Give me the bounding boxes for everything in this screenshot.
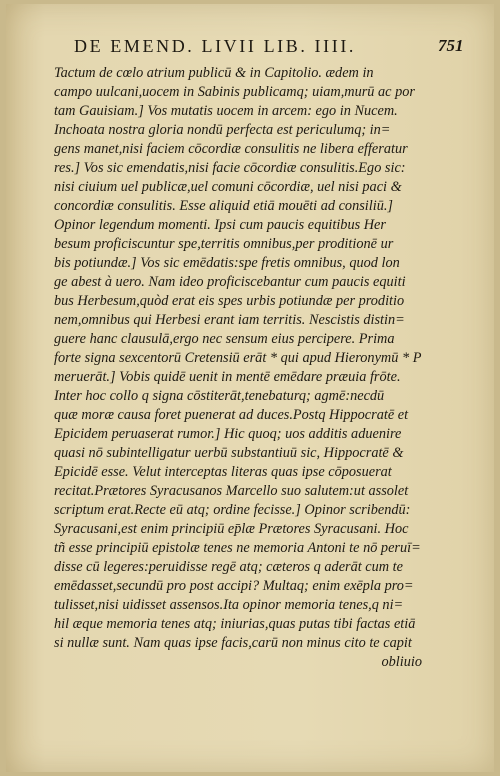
text-line: forte signa sexcentorū Cretensiū erāt * qui apud Hieronymū * P <box>54 350 422 366</box>
text-line: tñ esse principiū epistolæ tenes ne memoria Antoni te nō peruī= <box>54 540 421 556</box>
text-line: disse cū legeres:peruidisse regē atq; cæteros q aderāt cum te <box>54 559 404 575</box>
text-line: gens manet,nisi faciem cōcordiæ consulitis ne libera efferatur <box>54 141 408 157</box>
text-line: scriptum erat.Recte eū atq; ordine fecisse.] Opinor scribendū: <box>54 502 411 518</box>
text-line: besum proficiscuntur spe,territis omnibus,per proditionē ur <box>54 236 394 252</box>
running-head: DE EMEND. LIVII LIB. IIII. <box>74 36 357 56</box>
text-line: bis potiundæ.] Vos sic emēdatis:spe fretis omnibus, quod lon <box>54 255 400 271</box>
text-line: Syracusani,est enim principiū ep̄læ Prætores Syracusani. Hoc <box>54 521 409 537</box>
text-line: quæ moræ causa foret puenerat ad duces.Postq Hippocratē et <box>54 407 409 423</box>
text-line: meruerāt.] Vobis quidē uenit in mentē emēdare præuia frōte. <box>54 369 401 385</box>
text-line: nisi ciuium uel publicæ,uel comuni cōcordiæ, uel nisi paci & <box>54 179 402 195</box>
text-line: emēdasset,secundū pro post accipi? Multaq; enim exēpla pro= <box>54 578 414 594</box>
text-line: nem,omnibus qui Herbesi erant iam territis. Nescistis distin= <box>54 312 405 328</box>
text-line: hil æque memoria tenes atq; iniurias,quas putas tibi factas etiā <box>54 616 416 632</box>
text-line: res.] Vos sic emendatis,nisi facie cōcordiæ consulitis.Ego sic: <box>54 160 406 176</box>
text-line: ge abest à uero. Nam ideo proficiscebantur cum paucis equiti <box>54 274 406 290</box>
text-line: campo uulcani,uocem in Sabinis publicamq; uiam,murū ac por <box>54 84 415 100</box>
text-line: quasi nō subintelligatur uerbū substantiuū sic, Hippocratē & <box>54 445 404 461</box>
text-line: Inchoata nostra gloria nondū perfecta est periculumq; in= <box>54 122 391 138</box>
body-text <box>54 64 468 672</box>
text-line: Inter hoc collo q signa cōstiterāt,tenebaturq; agmē:necdū <box>54 388 385 404</box>
text-line: si nullæ sunt. Nam quas ipse facis,carū non minus cito te capit <box>54 635 412 651</box>
page-number: 751 <box>438 36 464 55</box>
page-header <box>6 36 494 60</box>
catchword: obliuio <box>381 654 422 670</box>
text-line: tulisset,nisi uidisset assensos.Ita opinor memoria tenes,q ni= <box>54 597 404 613</box>
text-line: recitat.Prætores Syracusanos Marcello suo salutem:ut assolet <box>54 483 409 499</box>
text-line: guere hanc clausulā,ergo nec sensum eius percipere. Prima <box>54 331 395 347</box>
text-line: Epicidem peruaserat rumor.] Hic quoq; uos additis aduenire <box>54 426 402 442</box>
text-line: Opinor legendum momenti. Ipsi cum paucis equitibus Her <box>54 217 386 233</box>
book-page <box>6 4 494 772</box>
text-line: concordiæ consulitis. Esse aliquid etiā mouēti ad consiliū.] <box>54 198 393 214</box>
text-line: bus Herbesum,quòd erat eis spes urbis potiundæ per proditio <box>54 293 405 309</box>
text-line: tam Gauisiam.] Vos mutatis uocem in arcem: ego in Nucem. <box>54 103 398 119</box>
text-line: Epicidē esse. Velut interceptas literas quas ipse cōposuerat <box>54 464 392 480</box>
text-line: Tactum de cœlo atrium publicū & in Capitolio. ædem in <box>54 65 374 81</box>
